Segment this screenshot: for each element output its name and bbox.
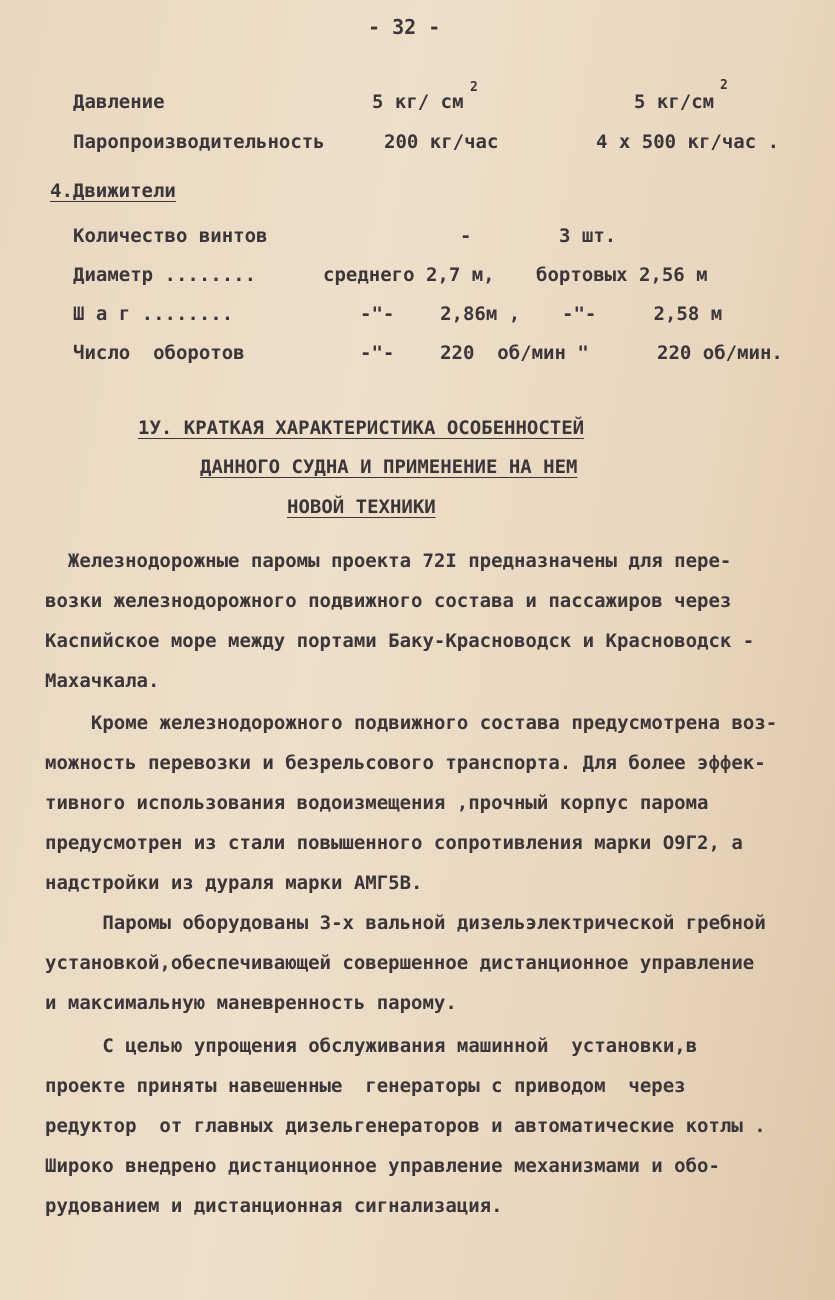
- rpm-value-1: -"- 220 об/мин ": [360, 342, 589, 364]
- screws-label: Количество винтов: [73, 225, 268, 247]
- pitch-value-1: -"- 2,86м ,: [360, 303, 521, 325]
- pressure-value-2-superscript: 2: [720, 78, 728, 93]
- pressure-value-2: 5 кг/см: [634, 91, 715, 113]
- page-number: - 32 -: [368, 15, 441, 39]
- screws-value-2: 3 шт.: [559, 225, 617, 247]
- pressure-value-1-superscript: 2: [470, 80, 478, 95]
- diameter-value-2: бортовых 2,56 м: [536, 264, 708, 286]
- body-line: установкой,обеспечивающей совершенное дистанционное управление: [45, 952, 755, 974]
- body-line: Широко внедрено дистанционное управление механизмами и обо-: [45, 1155, 720, 1177]
- rpm-value-2: 220 об/мин.: [657, 342, 783, 364]
- diameter-value-1: среднего 2,7 м,: [323, 264, 495, 286]
- engines-heading: 4.Движители: [50, 180, 176, 202]
- body-line: надстройки из дураля марки АМГ5В.: [45, 872, 423, 894]
- screws-value-1: -: [460, 225, 472, 247]
- body-line: Каспийское море между портами Баку-Красноводск и Красноводск -: [45, 630, 755, 652]
- body-line: Кроме железнодорожного подвижного состава предусмотрена воз-: [68, 712, 778, 734]
- body-line: Железнодорожные паромы проекта 72I предназначены для пере-: [45, 550, 732, 572]
- body-line: Паромы оборудованы 3-х вальной дизельэлектрической гребной: [68, 912, 766, 934]
- rpm-label: Число оборотов: [73, 342, 245, 364]
- section-title-line-2: ДАННОГО СУДНА И ПРИМЕНЕНИЕ НА НЕМ: [200, 456, 578, 478]
- body-line: возки железнодорожного подвижного состава и пассажиров через: [45, 590, 732, 612]
- pressure-label: Давление: [73, 91, 165, 113]
- pitch-value-2: -"- 2,58 м: [562, 303, 723, 325]
- body-line: Махачкала.: [45, 670, 160, 692]
- body-line: проекте приняты навешенные генераторы с приводом через: [45, 1075, 686, 1097]
- body-line: предусмотрен из стали повышенного сопротивления марки О9Г2, а: [45, 832, 743, 854]
- section-title-line-1: 1У. КРАТКАЯ ХАРАКТЕРИСТИКА ОСОБЕННОСТЕЙ: [138, 417, 585, 439]
- steam-value-2: 4 х 500 кг/час .: [596, 131, 780, 153]
- steam-value-1: 200 кг/час: [384, 131, 499, 153]
- body-line: редуктор от главных дизельгенераторов и автоматические котлы .: [45, 1115, 766, 1137]
- body-line: С целью упрощения обслуживания машинной установки,в: [68, 1035, 698, 1057]
- diameter-label: Диаметр ........: [73, 264, 257, 286]
- pressure-value-1: 5 кг/ см: [372, 91, 464, 113]
- pitch-label: Ш а г ........: [73, 303, 234, 325]
- section-title-line-3: НОВОЙ ТЕХНИКИ: [287, 496, 436, 518]
- body-line: можность перевозки и безрельсового транспорта. Для более эффек-: [45, 752, 766, 774]
- body-line: тивного использования водоизмещения ,прочный корпус парома: [45, 792, 709, 814]
- body-line: и максимальную маневренность парому.: [45, 992, 457, 1014]
- steam-label: Паропроизводительность: [73, 131, 325, 153]
- body-line: рудованием и дистанционная сигнализация.: [45, 1195, 503, 1217]
